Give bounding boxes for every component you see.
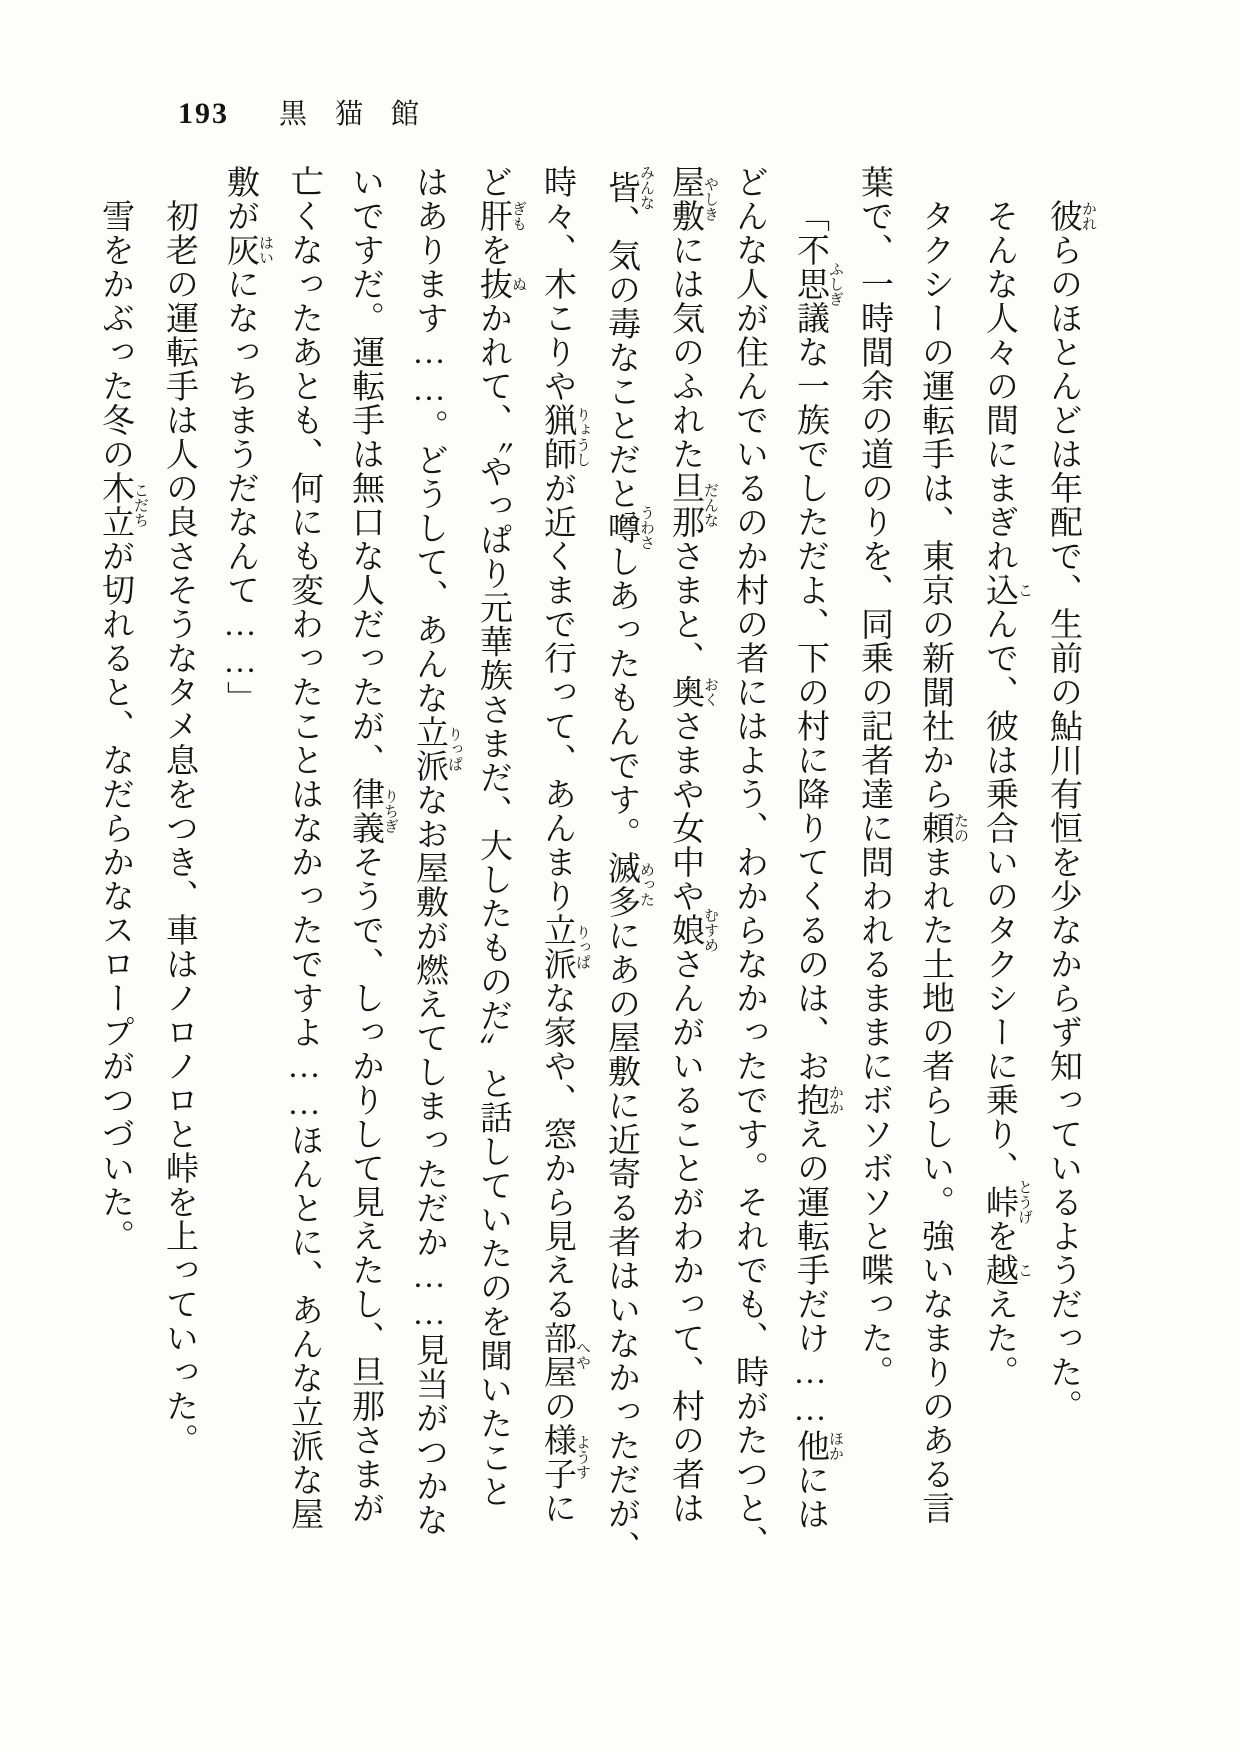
text-run: には気のふれた bbox=[667, 233, 703, 471]
text-line bbox=[590, 165, 654, 1575]
text-run: そうで、しっかりして見えたし、旦那さまが bbox=[347, 845, 383, 1525]
ruby-annotated-word: 不思議 ふしぎ bbox=[792, 233, 843, 335]
text-run: 敷が bbox=[222, 165, 258, 233]
ruby-annotated-word: 立派 りっぱ bbox=[411, 715, 462, 783]
ruby-annotated-word: 灰 はい bbox=[222, 233, 273, 267]
text-line bbox=[398, 165, 462, 1575]
text-run: な一族でしただよ、下の村に降りてくるのは、お bbox=[792, 335, 828, 1083]
page-header bbox=[178, 92, 447, 132]
text-run: が切れると、なだらかなスロープがつづいた。 bbox=[97, 539, 133, 1253]
text-line bbox=[843, 165, 904, 1575]
ruby-annotated-word: 頼 たの bbox=[917, 811, 968, 845]
ruby-annotated-word: 滅多 めった bbox=[603, 850, 654, 919]
text-line bbox=[334, 165, 398, 1575]
ruby-annotated-word: 彼 かれ bbox=[1045, 199, 1096, 233]
paragraph bbox=[843, 165, 968, 1575]
text-run: どんな人が住んでいるのか村の者にはよう、わからなかったです。それでも、時がたつと、 bbox=[731, 165, 767, 1559]
text-run: 「 bbox=[792, 199, 828, 233]
text-line bbox=[462, 165, 526, 1575]
text-run: 亡くなったあとも、何にも変わったことはなかったですよ……ほんとに、あんな立派な屋 bbox=[286, 165, 322, 1531]
text-run: の bbox=[539, 1389, 575, 1423]
text-run: かれて、〝やっぱり元華族さまだ、大したものだ〟と話していたのを聞いたこと bbox=[475, 301, 511, 1509]
text-line bbox=[654, 165, 718, 1575]
running-title: 黒猫館 bbox=[279, 99, 448, 130]
ruby-annotated-word: 奥 おく bbox=[667, 675, 718, 709]
text-line bbox=[904, 165, 968, 1575]
text-line bbox=[209, 165, 273, 1575]
text-run: には bbox=[792, 1463, 828, 1531]
ruby-annotated-word: 込 こ bbox=[981, 573, 1032, 607]
text-run: に bbox=[539, 1491, 575, 1525]
text-run: が近くまで行って、あんまり bbox=[539, 471, 575, 913]
text-run: まれた土地の者らしい。強いなまりのある言 bbox=[917, 845, 953, 1525]
text-run: を bbox=[475, 233, 511, 267]
ruby-annotated-word: 木立 こだち bbox=[97, 471, 148, 539]
ruby-annotated-word: 娘 むすめ bbox=[667, 907, 718, 953]
ruby-annotated-word: 肝 ぎも bbox=[475, 199, 526, 233]
text-run: えの運転手だけ…… bbox=[792, 1117, 828, 1429]
ruby-annotated-word: 抜 ぬ bbox=[475, 267, 526, 301]
paragraph bbox=[968, 165, 1032, 1575]
ruby-annotated-word: 部屋 へや bbox=[539, 1321, 590, 1389]
paragraph bbox=[84, 165, 148, 1575]
paragraph bbox=[1032, 165, 1096, 1575]
text-run: 、気の毒なことだと bbox=[603, 204, 639, 511]
ruby-annotated-word: 屋敷 やしき bbox=[667, 165, 718, 233]
page-number: 193 bbox=[178, 97, 229, 130]
text-line bbox=[84, 165, 148, 1575]
text-run: なお屋敷が燃えてしまっただか……見当がつかな bbox=[411, 783, 447, 1537]
ruby-annotated-word: 旦那 だんな bbox=[667, 471, 718, 539]
text-run: な家や、窓から見える bbox=[539, 981, 575, 1321]
text-run: はあります……。どうして、あんな bbox=[411, 165, 447, 715]
text-line bbox=[148, 165, 209, 1575]
ruby-annotated-word: 噂 うわさ bbox=[603, 505, 654, 550]
ruby-annotated-word: 猟師 りょうし bbox=[539, 403, 590, 471]
text-line bbox=[1032, 165, 1096, 1575]
text-run: しあったもんです。 bbox=[603, 544, 639, 851]
text-run: さまと、 bbox=[667, 539, 703, 675]
text-run: さまや女中や bbox=[667, 709, 703, 913]
text-run: んで、彼は乗合いのタクシーに乗り、 bbox=[981, 607, 1017, 1185]
paragraph bbox=[209, 165, 843, 1575]
text-line bbox=[779, 165, 843, 1575]
text-run: えた。 bbox=[981, 1287, 1017, 1389]
paragraph bbox=[148, 165, 209, 1575]
ruby-annotated-word: 律義 りちぎ bbox=[347, 777, 398, 845]
text-run: 雪をかぶった冬の bbox=[97, 199, 133, 471]
ruby-annotated-word: 様子 ようす bbox=[539, 1423, 590, 1491]
text-run: らのほとんどは年配で、生前の鮎川有恒を少なからず知っているようだった。 bbox=[1045, 233, 1081, 1423]
text-run: にあの屋敷に近寄る者はいなかっただが、 bbox=[603, 918, 639, 1565]
text-run: タクシーの運転手は、東京の新聞社から bbox=[917, 199, 953, 811]
text-run: そんな人々の間にまぎれ bbox=[981, 199, 1017, 573]
ruby-annotated-word: 峠 とうげ bbox=[981, 1179, 1032, 1225]
text-line bbox=[718, 165, 779, 1575]
text-run: 時々、木こりや bbox=[539, 165, 575, 403]
ruby-annotated-word: 皆 みんな bbox=[603, 165, 654, 210]
text-run: になっちまうだなんて……」 bbox=[222, 267, 258, 715]
body-text bbox=[84, 165, 1096, 1575]
ruby-annotated-word: 越 こ bbox=[981, 1253, 1032, 1287]
ruby-annotated-word: 他 ほか bbox=[792, 1429, 843, 1463]
text-run: 葉で、一時間余の道のりを、同乗の記者達に問われるままにボソボソと喋った。 bbox=[856, 165, 892, 1389]
ruby-annotated-word: 抱 かか bbox=[792, 1083, 843, 1117]
text-line bbox=[526, 165, 590, 1575]
text-run: いですだ。運転手は無口な人だったが、 bbox=[347, 165, 383, 777]
text-run: を bbox=[981, 1219, 1017, 1253]
text-run: ど bbox=[475, 165, 511, 199]
ruby-annotated-word: 立派 りっぱ bbox=[539, 913, 590, 981]
text-line bbox=[273, 165, 334, 1575]
text-run: 初老の運転手は人の良さそうなタメ息をつき、車はノロノロと峠を上っていった。 bbox=[161, 199, 197, 1457]
text-line bbox=[968, 165, 1032, 1575]
text-run: さんがいることがわかって、村の者は bbox=[667, 947, 703, 1525]
